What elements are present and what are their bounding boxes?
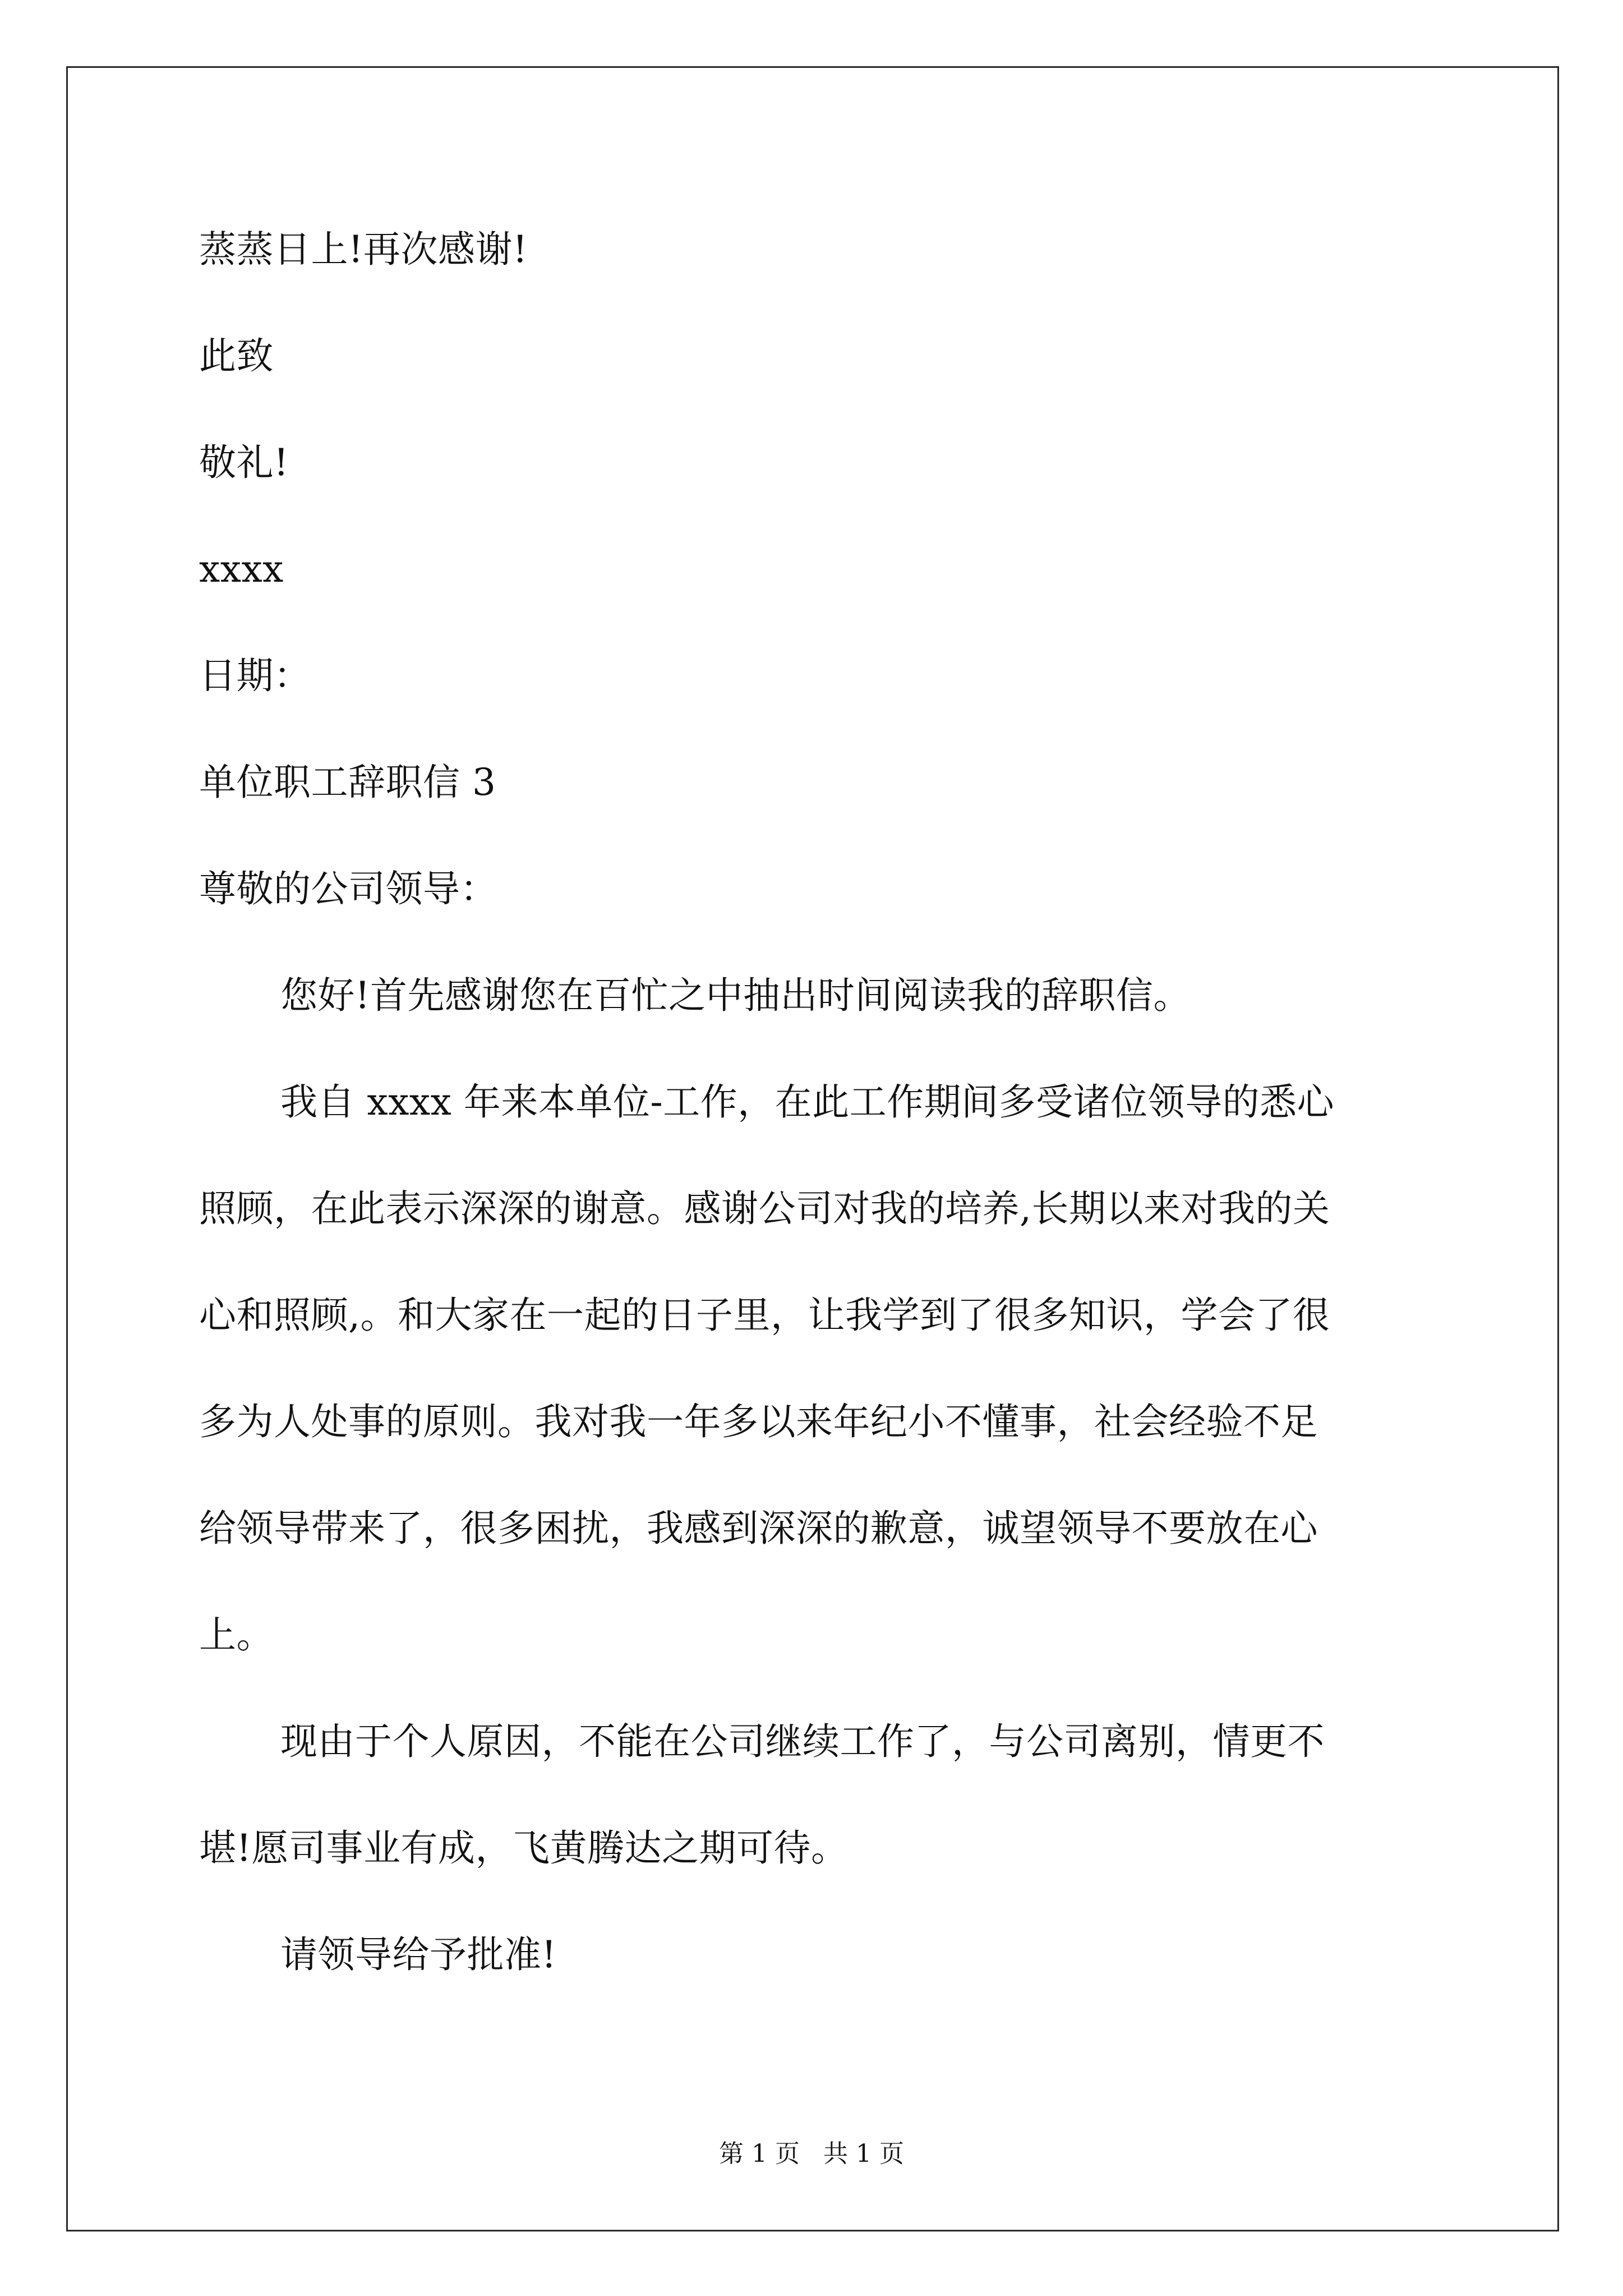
paragraph-line: 现由于个人原因，不能在公司继续工作了，与公司离别，情更不 bbox=[280, 1720, 1325, 1763]
paragraph-line: 上。 bbox=[199, 1613, 274, 1657]
paragraph-line: 心和照顾,。和大家在一起的日子里，让我学到了很多知识，学会了很 bbox=[199, 1294, 1330, 1337]
paragraph-line: 给领导带来了，很多困扰，我感到深深的歉意，诚望领导不要放在心 bbox=[199, 1507, 1318, 1550]
section-title: 单位职工辞职信 3 bbox=[199, 761, 496, 804]
text-line-salutation: 此致 bbox=[199, 334, 274, 378]
paragraph-line: 我自 xxxx 年来本单位-工作，在此工作期间多受诸位领导的悉心 bbox=[280, 1080, 1335, 1124]
page-footer: 第 1 页 共 1 页 bbox=[719, 2139, 904, 2168]
text-line-signature: xxxx bbox=[199, 547, 284, 591]
text-line-addressee: 尊敬的公司领导： bbox=[199, 867, 497, 910]
text-line-greeting: 您好!首先感谢您在百忙之中抽出时间阅读我的辞职信。 bbox=[280, 974, 1191, 1017]
text-line-date: 日期： bbox=[199, 654, 311, 697]
text-line-request: 请领导给予批准! bbox=[280, 1933, 557, 1976]
page-border bbox=[66, 66, 1559, 2231]
paragraph-line: 照顾，在此表示深深的谢意。感谢公司对我的培养,长期以来对我的关 bbox=[199, 1187, 1330, 1230]
text-line-regards: 敬礼! bbox=[199, 441, 289, 484]
paragraph-line: 堪!愿司事业有成，飞黄腾达之期可待。 bbox=[199, 1826, 849, 1870]
text-line-closing-thanks: 蒸蒸日上!再次感谢! bbox=[199, 228, 528, 271]
paragraph-line: 多为人处事的原则。我对我一年多以来年纪小不懂事，社会经验不足 bbox=[199, 1400, 1318, 1443]
